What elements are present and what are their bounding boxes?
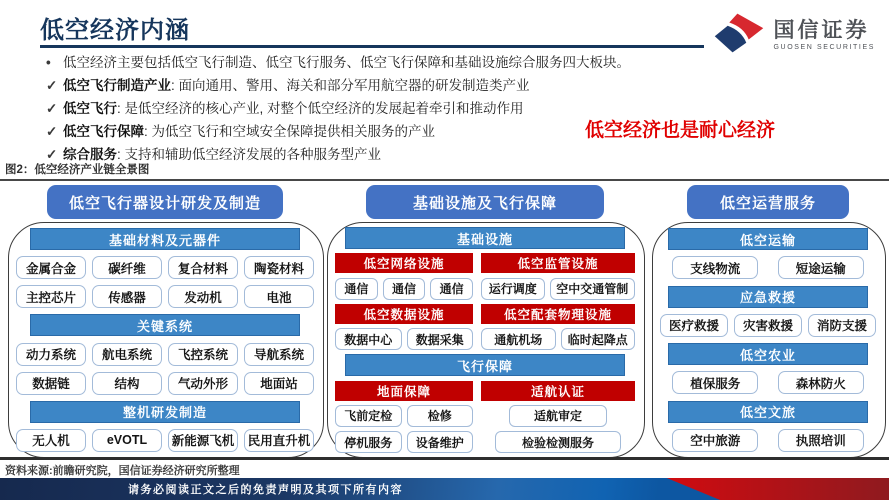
chain-item: eVOTL [92,429,162,452]
chain-item: 数据链 [16,372,86,395]
chain-item: 碳纤维 [92,256,162,279]
figure-caption: 图2：低空经济产业链全景图 [5,164,150,176]
chain-item: 森林防火 [778,371,864,394]
summary-bullets [46,55,676,170]
bullet-label: 低空飞行保障 [63,124,144,139]
half-right [481,405,635,427]
bar-basic-materials: 基础材料及元器件 [30,228,300,250]
chain-item: 导航系统 [244,343,314,366]
bullet-text: : 是低空经济的核心产业, 对整个低空经济的发展起着牵引和推动作用 [117,101,524,116]
chain-item: 临时起降点 [561,328,636,350]
half-left [335,381,473,401]
redbar-network: 低空网络设施 [335,253,473,273]
items-row [16,256,314,279]
bullet-item [46,124,676,140]
bullet-text: 低空经济主要包括低空飞行制造、低空飞行服务、低空飞行保障和基础设施综合服务四大板块。 [63,55,630,70]
brand-name: 国信证券 [773,19,870,42]
highlight-text: 低空经济也是耐心经济 [585,120,776,141]
chain-item: 检修 [407,405,474,427]
items-row [335,405,635,427]
redbar-ground-support: 地面保障 [335,381,473,401]
bar-transport: 低空运输 [668,228,868,250]
bar-flight-support: 飞行保障 [345,354,625,376]
items-row [335,328,635,350]
chain-item: 设备维护 [407,431,474,453]
half-left [335,278,473,300]
chain-item: 无人机 [16,429,86,452]
bar-emergency: 应急救援 [668,286,868,308]
half-right [481,253,635,273]
chain-item: 新能源飞机 [168,429,238,452]
chain-item: 短途运输 [778,256,864,279]
manufacturing-content [16,228,314,452]
half-left [335,431,473,453]
chain-item: 通信 [430,278,473,300]
col1-header: 低空飞行器设计研发及制造 [47,185,283,219]
check-icon: ✓ [46,101,58,116]
half-right [481,381,635,401]
check-icon: ✓ [46,78,58,93]
disclaimer-footer [0,478,889,500]
chain-item: 电池 [244,285,314,308]
guosen-diamond-icon [713,12,765,59]
col3-header: 低空运营服务 [687,185,849,219]
items-row [660,256,876,279]
chain-item: 金属合金 [16,256,86,279]
chain-item: 飞前定检 [335,405,402,427]
bar-tourism: 低空文旅 [668,401,868,423]
page-title: 低空经济内涵 [40,17,190,44]
brand-logo [713,12,876,59]
bullet-item [46,101,676,117]
half-left [335,328,473,350]
chain-item: 传感器 [92,285,162,308]
chain-item: 陶瓷材料 [244,256,314,279]
chain-item: 通航机场 [481,328,556,350]
bar-key-systems: 关键系统 [30,314,300,336]
chain-item: 灾害救援 [734,314,802,337]
redbar-row [335,304,635,324]
brand-subtitle: GUOSEN SECURITIES [773,44,875,51]
items-row [660,429,876,452]
chain-item: 通信 [383,278,426,300]
bullet-text: : 为低空飞行和空域安全保障提供相关服务的产业 [144,124,436,139]
chain-item: 动力系统 [16,343,86,366]
chain-item: 结构 [92,372,162,395]
items-row [16,343,314,366]
redbar-data: 低空数据设施 [335,304,473,324]
bar-infrastructure: 基础设施 [345,227,625,249]
items-row [16,285,314,308]
bullet-item [46,78,676,94]
check-icon: ✓ [46,147,58,162]
brand-text [774,20,876,51]
half-right [481,304,635,324]
chain-item: 飞控系统 [168,343,238,366]
col2-header: 基础设施及飞行保障 [366,185,604,219]
bullet-text: : 支持和辅助低空经济发展的各种服务型产业 [117,147,382,162]
check-icon: ✓ [46,124,58,139]
items-row [16,429,314,452]
half-left [335,304,473,324]
chain-item: 主控芯片 [16,285,86,308]
chain-item: 空中交通管制 [550,278,635,300]
items-row [335,431,635,453]
half-left [335,253,473,273]
chain-item: 民用直升机 [244,429,314,452]
chain-item: 空中旅游 [672,429,758,452]
chain-item: 医疗救援 [660,314,728,337]
chain-item: 消防支援 [808,314,876,337]
bullet-label: 综合服务 [63,147,117,162]
bullet-label: 低空飞行制造产业 [63,78,171,93]
items-row [660,314,876,337]
title-underline [40,45,704,48]
infrastructure-content [335,227,635,453]
items-row [16,372,314,395]
half-right [481,431,635,453]
items-row [660,371,876,394]
bullet-text: : 面向通用、警用、海关和部分军用航空器的研发制造类产业 [171,78,530,93]
chain-item: 复合材料 [168,256,238,279]
bullet-label: 低空飞行 [63,101,117,116]
chain-item: 支线物流 [672,256,758,279]
figure-bottom-rule [0,457,889,460]
chain-item: 通信 [335,278,378,300]
redbar-regulation: 低空监管设施 [481,253,635,273]
source-note: 资料来源:前瞻研究院，国信证券经济研究所整理 [5,465,240,477]
bar-agriculture: 低空农业 [668,343,868,365]
bullet-marker: • [46,55,51,70]
half-right [481,328,635,350]
chain-item: 运行调度 [481,278,545,300]
bar-aircraft-manufacturing: 整机研发制造 [30,401,300,423]
figure-top-rule [0,179,889,181]
half-right [481,278,635,300]
chain-item: 数据采集 [407,328,474,350]
half-left [335,405,473,427]
redbar-row [335,253,635,273]
disclaimer-text: 请务必阅读正文之后的免责声明及其项下所有内容 [128,484,403,496]
chain-item: 数据中心 [335,328,402,350]
chain-item: 停机服务 [335,431,402,453]
bullet-item [46,55,676,71]
items-row [335,278,635,300]
operations-content [660,228,876,452]
redbar-airworthiness: 适航认证 [481,381,635,401]
chain-item: 气动外形 [168,372,238,395]
chain-item: 检验检测服务 [495,431,620,453]
redbar-physical: 低空配套物理设施 [481,304,635,324]
chain-item: 地面站 [244,372,314,395]
chain-item: 执照培训 [778,429,864,452]
chain-item: 航电系统 [92,343,162,366]
redbar-row [335,381,635,401]
chain-item: 发动机 [168,285,238,308]
chain-item: 适航审定 [509,405,606,427]
chain-item: 植保服务 [672,371,758,394]
